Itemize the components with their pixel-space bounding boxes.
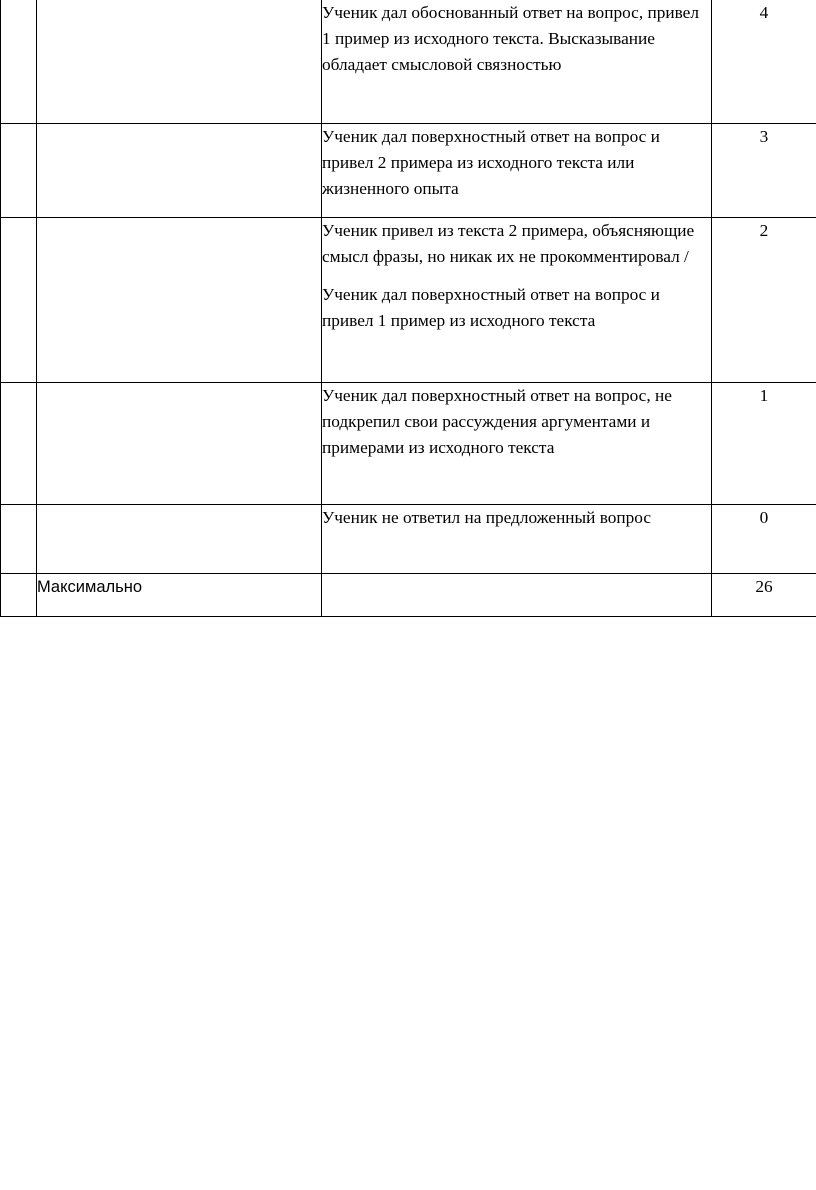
description-text: Ученик привел из текста 2 примера, объясняющие смысл фразы, но никак их не прокомментировал / [322, 220, 695, 266]
table-row [1, 123, 816, 217]
row-number-cell [1, 382, 37, 504]
total-score: 26 [712, 573, 816, 616]
description-cell [322, 0, 712, 123]
description-text: Ученик дал обоснованный ответ на вопрос, привел 1 пример из исходного текста. Высказывание обладает смысловой связностью [322, 3, 699, 74]
table-row [1, 217, 816, 382]
description-text: Ученик дал поверхностный ответ на вопрос и привел 2 примера из исходного текста или жизненного опыта [322, 126, 660, 198]
description-cell [322, 217, 712, 382]
table-row [1, 382, 816, 504]
row-number-cell [1, 217, 37, 382]
score-cell: 2 [712, 217, 816, 382]
row-number-cell [1, 123, 37, 217]
row-number-cell [1, 573, 37, 616]
criterion-cell [37, 217, 322, 382]
table-row [1, 504, 816, 573]
score-cell: 1 [712, 382, 816, 504]
row-number-cell [1, 0, 37, 123]
row-number-cell [1, 504, 37, 573]
total-row [1, 573, 816, 616]
description-text: Ученик дал поверхностный ответ на вопрос, не подкрепил свои рассуждения аргументами и примерами из исходного текста [322, 385, 672, 457]
description-cell [322, 504, 712, 573]
criterion-cell [37, 382, 322, 504]
score-cell: 3 [712, 123, 816, 217]
description-cell [322, 382, 712, 504]
description-cell [322, 123, 712, 217]
criterion-cell [37, 123, 322, 217]
score-cell: 0 [712, 504, 816, 573]
table-row [1, 0, 816, 123]
description-cell [322, 573, 712, 616]
description-text: Ученик дал поверхностный ответ на вопрос и привел 1 пример из исходного текста [322, 284, 660, 330]
score-cell: 4 [712, 0, 816, 123]
criterion-cell [37, 0, 322, 123]
description-text: Ученик не ответил на предложенный вопрос [322, 507, 652, 527]
criterion-cell [37, 504, 322, 573]
total-label: Максимально [37, 573, 322, 616]
